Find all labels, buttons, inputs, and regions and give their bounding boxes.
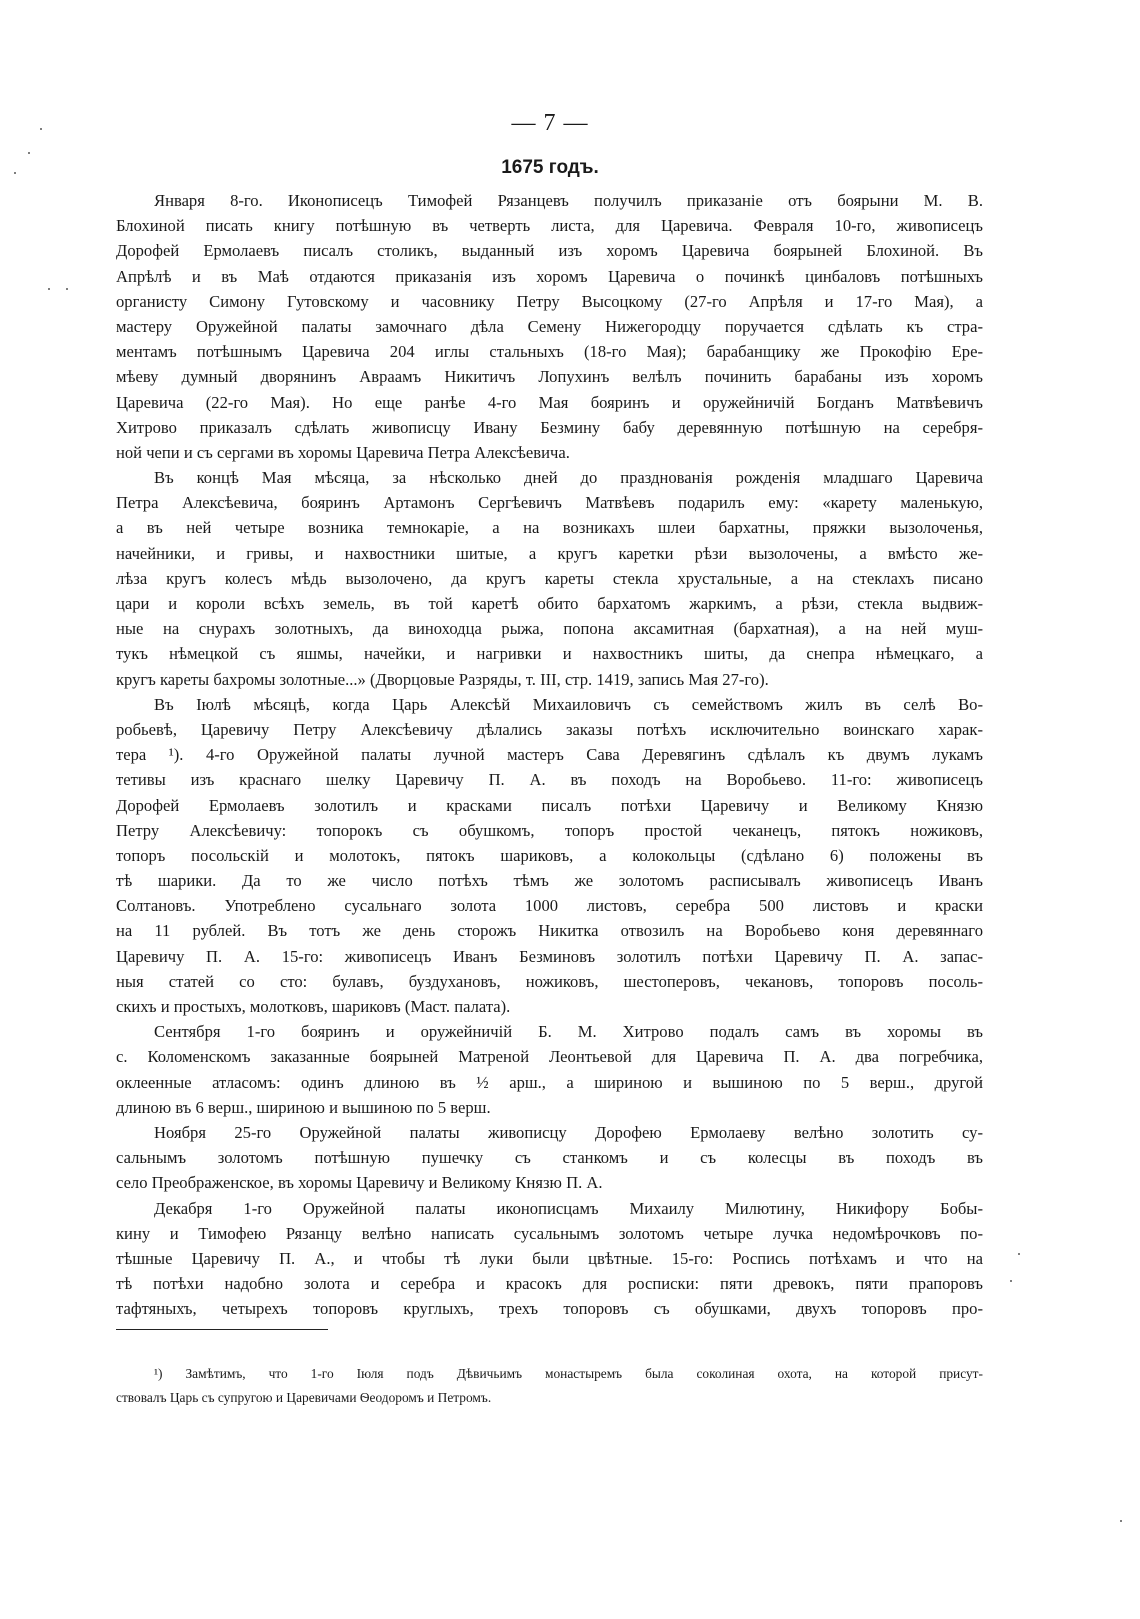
text-line: Петра Алексѣевича, бояринъ Артамонъ Сергѣевичъ Матвѣевъ подарилъ ему: «карету маленькую,	[116, 493, 983, 513]
text-line: село Преображенское, въ хоромы Царевичу и Великому Князю П. А.	[116, 1173, 603, 1193]
text-line: тѣшные Царевичу П. А., и чтобы тѣ луки были цвѣтные. 15-го: Роспись потѣхамъ и что на	[116, 1248, 983, 1268]
text-line: на 11 рублей. Въ тотъ же день сторожъ Никитка отвозилъ на Воробьево коня деревяннаго	[116, 921, 983, 941]
text-line: Царевича (22-го Мая). Но еще ранѣе 4-го Мая бояринъ и оружейничій Богданъ Матвѣевичъ	[116, 392, 983, 412]
text-line: кину и Тимофею Рязанцу велѣно написать сусальнымъ золотомъ четыре лучка недомѣрочковъ по-	[116, 1223, 983, 1243]
scan-speck	[28, 152, 30, 154]
main-text	[116, 188, 983, 1321]
text-line: ныя статей со сто: булавъ, буздухановъ, ножиковъ, шестоперовъ, чекановъ, топоровъ посоль-	[116, 971, 983, 991]
text-line: Дорофей Ермолаевъ золотилъ и красками писалъ потѣхи Царевичу и Великому Князю	[116, 795, 983, 815]
text-line: с. Коломенскомъ заказанные боярыней Матреной Леонтьевой для Царевича П. А. два погребчика,	[116, 1047, 983, 1067]
text-line: мѣеву думный дворянинъ Авраамъ Никитичъ Лопухинъ велѣлъ починить барабаны изъ хоромъ	[116, 367, 983, 387]
text-line: робьевѣ, Царевичу Петру Алексѣевичу дѣлались заказы потѣхъ исключительно воинскаго харак-	[116, 719, 983, 739]
text-line: тѣ шарики. Да то же число потѣхъ тѣмъ же золотомъ расписывалъ живописецъ Иванъ	[116, 871, 983, 891]
footnote-line: ствовалъ Царь съ супругою и Царевичами Ѳеодоромъ и Петромъ.	[116, 1390, 492, 1405]
text-line: Царевичу П. А. 15-го: живописецъ Иванъ Безминовъ золотилъ потѣхи Царевичу П. А. запас-	[116, 946, 983, 966]
text-line: Въ Іюлѣ мѣсяцѣ, когда Царь Алексѣй Михаиловичъ съ семействомъ жилъ въ селѣ Во-	[154, 694, 983, 714]
text-line: Декабря 1-го Оружейной палаты иконописцамъ Михаилу Милютину, Никифору Бобы-	[154, 1198, 983, 1218]
scan-speck	[1120, 1520, 1122, 1522]
text-line: Хитрово приказалъ сдѣлать живописцу Ивану Безмину бабу деревянную потѣшную на серебря-	[116, 417, 983, 437]
text-line: Сентября 1-го бояринъ и оружейничій Б. М. Хитрово подалъ самъ въ хоромы въ	[154, 1022, 983, 1042]
text-line: тукъ нѣмецкой съ яшмы, начейки, и нагривки и нахвостникъ шиты, да снепра нѣмецкаго, а	[116, 644, 983, 664]
text-line: топоръ посольскій и молотокъ, пятокъ шариковъ, а колокольцы (сдѣлано 6) положены въ	[116, 845, 983, 865]
text-line: тѣ потѣхи надобно золота и серебра и красокъ для росписки: пяти древокъ, пяти прапоровъ	[116, 1274, 983, 1294]
text-line: ные на снурахъ золотныхъ, да виноходца рыжа, попона аксамитная (бархатная), а на ней муш-	[116, 619, 983, 639]
text-line: Петру Алексѣевичу: топорокъ съ обушкомъ, топоръ простой чеканецъ, пятокъ ножиковъ,	[116, 820, 983, 840]
text-line: Ноября 25-го Оружейной палаты живописцу Дорофею Ермолаеву велѣно золотить су-	[154, 1122, 983, 1142]
text-line: цари и короли всѣхъ земель, въ той каретѣ обито бархатомъ жаркимъ, а рѣзи, стекла выдвиж-	[116, 594, 983, 613]
text-line: сальнымъ золотомъ потѣшную пушечку съ станкомъ и съ колесцы въ походъ въ	[116, 1148, 983, 1168]
scan-speck	[66, 288, 68, 290]
text-line: оклеенные атласомъ: одинъ длиною въ ½ арш., а шириною и вышиною по 5 верш., другой	[116, 1072, 983, 1092]
text-line: Солтановъ. Употреблено сусальнаго золота 1000 листовъ, серебра 500 листовъ и краски	[116, 896, 983, 916]
footnote-line: ¹) Замѣтимъ, что 1-го Іюля подъ Дѣвичьимъ монастыремъ была соколиная охота, на которой присут-	[154, 1366, 983, 1381]
text-line: органисту Симону Гутовскому и часовнику Петру Высоцкому (27-го Апрѣля и 17-го Мая), а	[116, 291, 983, 311]
page-number: — 7 —	[511, 110, 589, 136]
text-line: скихъ и простыхъ, молотковъ, шариковъ (Маст. палата).	[116, 997, 511, 1016]
text-line: мастеру Оружейной палаты замочнаго дѣла Семену Нижегородцу поручается сдѣлать къ стра-	[116, 316, 983, 336]
text-line: Дорофей Ермолаевъ писалъ столикъ, выданный изъ хоромъ Царевича боярыней Блохиной. Въ	[116, 241, 983, 261]
scan-speck	[1010, 1280, 1012, 1282]
text-line: лѣза кругъ колесъ мѣдь вызолочено, да кругъ кареты стекла хрустальные, а на стеклахъ писано	[116, 568, 983, 588]
scan-speck	[48, 288, 50, 290]
text-line: Въ концѣ Мая мѣсяца, за нѣсколько дней до празднованія рожденія младшаго Царевича	[154, 468, 983, 488]
text-line: длиною въ 6 верш., шириною и вышиною по 5 верш.	[116, 1097, 491, 1117]
text-line: а въ ней четыре возника темнокаріе, а на возникахъ шлеи бархатны, пряжки вызолоченья,	[116, 518, 983, 538]
scan-speck	[1018, 1253, 1020, 1255]
text-line: тетивы изъ краснаго шелку Царевичу П. А. въ походъ на Воробьево. 11-го: живописецъ	[116, 770, 983, 790]
footnote-divider	[116, 1329, 328, 1330]
text-line: кругъ кареты бахромы золотные...» (Дворцовые Разряды, т. III, стр. 1419, запись Мая 27-го).	[116, 669, 769, 689]
year-heading: 1675 годъ.	[501, 157, 599, 178]
text-line: Блохиной писать книгу потѣшную въ четверть листа, для Царевича. Февраля 10-го, живописецъ	[116, 216, 983, 236]
text-line: тафтяныхъ, четырехъ топоровъ круглыхъ, трехъ топоровъ съ обушками, двухъ топоровъ про-	[116, 1299, 983, 1319]
text-line: начейники, и гривы, и нахвостники шитые, а кругъ каретки рѣзи вызолочены, а вмѣсто же-	[116, 543, 983, 563]
text-line: Января 8-го. Иконописецъ Тимофей Рязанцевъ получилъ приказаніе отъ боярыни М. В.	[154, 191, 983, 210]
text-line: тера ¹). 4-го Оружейной палаты лучной мастеръ Сава Деревягинъ сдѣлалъ къ двумъ лукамъ	[116, 745, 983, 765]
scan-speck	[40, 128, 42, 130]
text-line: Апрѣлѣ и въ Маѣ отдаются приказанія изъ хоромъ Царевича о починкѣ цинбаловъ потѣшныхъ	[116, 266, 983, 286]
scan-speck	[14, 172, 16, 174]
text-line: ной чепи и съ сергами въ хоромы Царевича Петра Алексѣевича.	[116, 442, 570, 462]
text-line: ментамъ потѣшнымъ Царевича 204 иглы стальныхъ (18-го Мая); барабанщику же Прокофію Ере-	[116, 342, 983, 362]
footnote	[116, 1362, 983, 1410]
